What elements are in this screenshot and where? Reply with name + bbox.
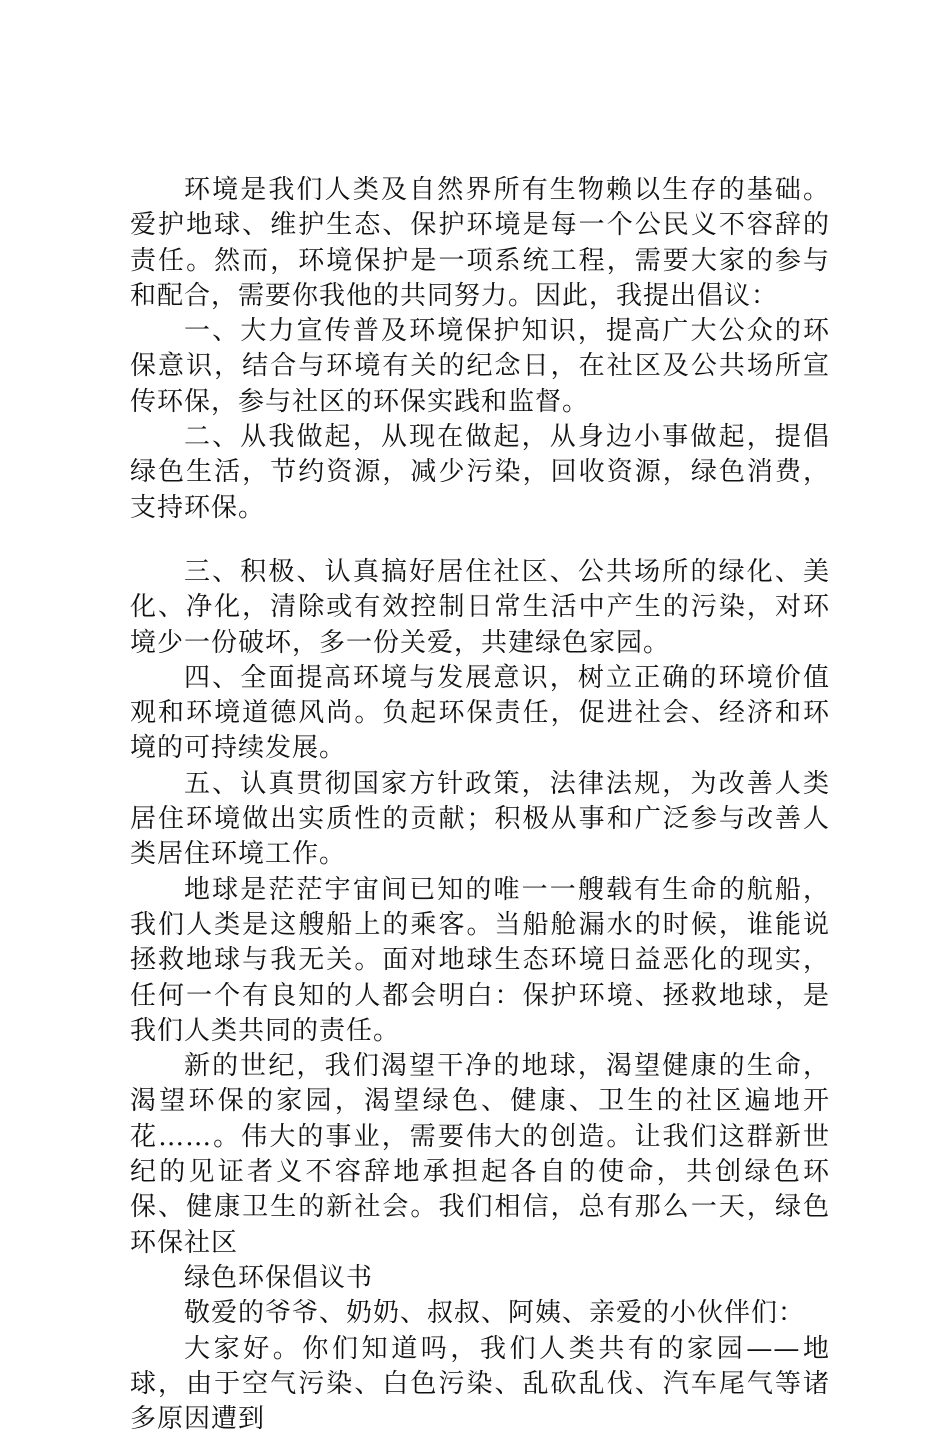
paragraph-proposal-4: 四、全面提高环境与发展意识，树立正确的环境价值观和环境道德风尚。负起环保责任，促进社会、经济和环境的可持续发展。 — [130, 661, 830, 767]
paragraph-proposal-1: 一、大力宣传普及环境保护知识，提高广大公众的环保意识，结合与环境有关的纪念日，在社区及公共场所宣传环保，参与社区的环保实践和监督。 — [130, 314, 830, 420]
paragraph-intro: 环境是我们人类及自然界所有生物赖以生存的基础。爱护地球、维护生态、保护环境是每一个公民义不容辞的责任。然而，环境保护是一项系统工程，需要大家的参与和配合，需要你我他的共同努力。因此，我提出倡议： — [130, 173, 830, 314]
paragraph-earth: 地球是茫茫宇宙间已知的唯一一艘载有生命的航船，我们人类是这艘船上的乘客。当船舱漏水的时候，谁能说拯救地球与我无关。面对地球生态环境日益恶化的现实，任何一个有良知的人都会明白：保护环境、拯救地球，是我们人类共同的责任。 — [130, 873, 830, 1049]
paragraph-proposal-2: 二、从我做起，从现在做起，从身边小事做起，提倡绿色生活，节约资源，减少污染，回收资源，绿色消费，支持环保。 — [130, 420, 830, 526]
paragraph-new-century: 新的世纪，我们渴望干净的地球，渴望健康的生命，渴望环保的家园，渴望绿色、健康、卫生的社区遍地开花……。伟大的事业，需要伟大的创造。让我们这群新世纪的见证者义不容辞地承担起各自的使命，共创绿色环保、健康卫生的新社会。我们相信，总有那么一天，绿色环保社区 — [130, 1049, 830, 1261]
document-heading: 绿色环保倡议书 — [130, 1261, 830, 1296]
paragraph-proposal-5: 五、认真贯彻国家方针政策，法律法规，为改善人类居住环境做出实质性的贡献；积极从事和广泛参与改善人类居住环境工作。 — [130, 767, 830, 873]
document-body — [130, 173, 830, 1437]
paragraph-greeting: 大家好。你们知道吗，我们人类共有的家园——地球，由于空气污染、白色污染、乱砍乱伐、汽车尾气等诸多原因遭到 — [130, 1332, 830, 1437]
paragraph-proposal-3: 三、积极、认真搞好居住社区、公共场所的绿化、美化、净化，清除或有效控制日常生活中产生的污染，对环境少一份破坏，多一份关爱，共建绿色家园。 — [130, 555, 830, 661]
salutation: 敬爱的爷爷、奶奶、叔叔、阿姨、亲爱的小伙伴们： — [130, 1296, 830, 1331]
